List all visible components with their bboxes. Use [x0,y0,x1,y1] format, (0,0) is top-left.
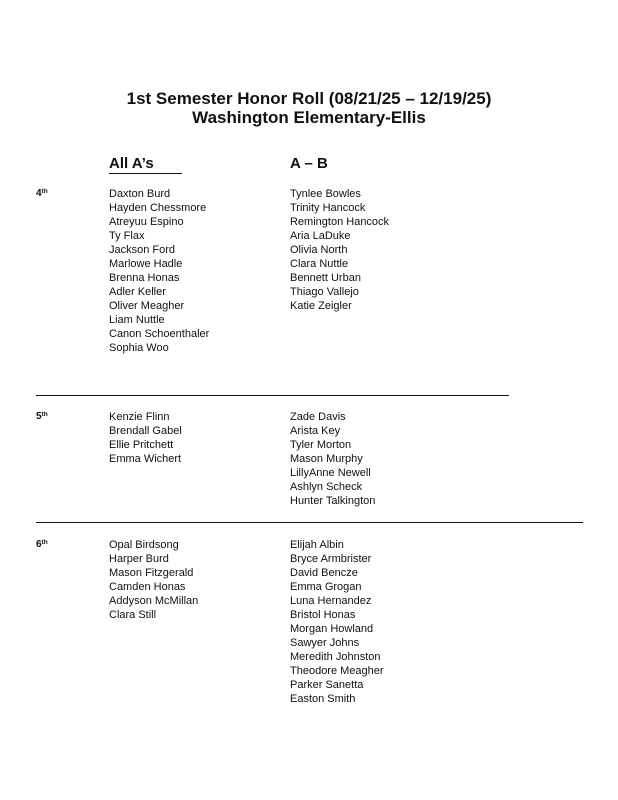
document-title: 1st Semester Honor Roll (08/21/25 – 12/19/25) [126,89,492,108]
student-name: Easton Smith [290,693,356,705]
student-name: Marlowe Hadle [109,258,183,270]
student-name: Canon Schoenthaler [109,328,210,340]
student-name: Trinity Hancock [290,202,366,214]
all-as-list [109,187,209,355]
a-b-list [290,187,389,313]
grade-number: 5 [36,411,42,422]
student-name: Clara Nuttle [290,258,349,270]
grade-suffix: th [41,188,48,195]
school-name: Washington Elementary-Ellis [192,108,426,127]
student-name: LillyAnne Newell [290,467,371,479]
student-name: Hunter Talkington [290,495,376,507]
section-divider [36,522,583,523]
a-b-list [290,410,375,508]
grade-label [36,187,48,201]
student-name: Ty Flax [109,230,145,242]
all-as-list [109,538,198,622]
column-header-all-as: All A’s [109,155,182,174]
grade-label [36,538,48,552]
grade-suffix: th [41,539,48,546]
a-b-list [290,538,384,706]
student-name: Tynlee Bowles [290,188,361,200]
grade-suffix: th [41,411,48,418]
student-name: Mason Murphy [290,453,363,465]
student-name: Elijah Albin [290,539,344,551]
student-name: Daxton Burd [109,188,171,200]
student-name: Katie Zeigler [290,300,352,312]
column-header-a-b: A – B [290,155,328,172]
student-name: Clara Still [109,609,157,621]
student-name: Liam Nuttle [109,314,165,326]
student-name: Emma Grogan [290,581,362,593]
student-name: Sophia Woo [109,342,169,354]
grade-number: 4 [36,188,42,199]
student-name: Ellie Pritchett [109,439,174,451]
student-name: Jackson Ford [109,244,176,256]
student-name: David Bencze [290,567,358,579]
student-name: Adler Keller [109,286,166,298]
student-name: Arista Key [290,425,341,437]
student-name: Thiago Vallejo [290,286,359,298]
student-name: Mason Fitzgerald [109,567,194,579]
student-name: Ashlyn Scheck [290,481,363,493]
student-name: Brenna Honas [109,272,180,284]
student-name: Emma Wichert [109,453,182,465]
student-name: Bennett Urban [290,272,361,284]
student-name: Sawyer Johns [290,637,360,649]
student-name: Zade Davis [290,411,346,423]
student-name: Olivia North [290,244,348,256]
grade-number: 6 [36,539,42,550]
student-name: Aria LaDuke [290,230,351,242]
all-as-list [109,410,182,466]
section-divider [36,395,509,396]
student-name: Brendall Gabel [109,425,182,437]
student-name: Camden Honas [109,581,186,593]
student-name: Parker Sanetta [290,679,364,691]
student-name: Harper Burd [109,553,169,565]
grade-label [36,410,48,424]
student-name: Luna Hernandez [290,595,372,607]
student-name: Remington Hancock [290,216,390,228]
student-name: Kenzie Flinn [109,411,170,423]
student-name: Morgan Howland [290,623,374,635]
student-name: Hayden Chessmore [109,202,207,214]
student-name: Opal Birdsong [109,539,179,551]
student-name: Theodore Meagher [290,665,384,677]
student-name: Oliver Meagher [109,300,185,312]
student-name: Bryce Armbrister [290,553,372,565]
student-name: Meredith Johnston [290,651,381,663]
student-name: Bristol Honas [290,609,356,621]
student-name: Atreyuu Espino [109,216,184,228]
student-name: Tyler Morton [290,439,352,451]
student-name: Addyson McMillan [109,595,199,607]
